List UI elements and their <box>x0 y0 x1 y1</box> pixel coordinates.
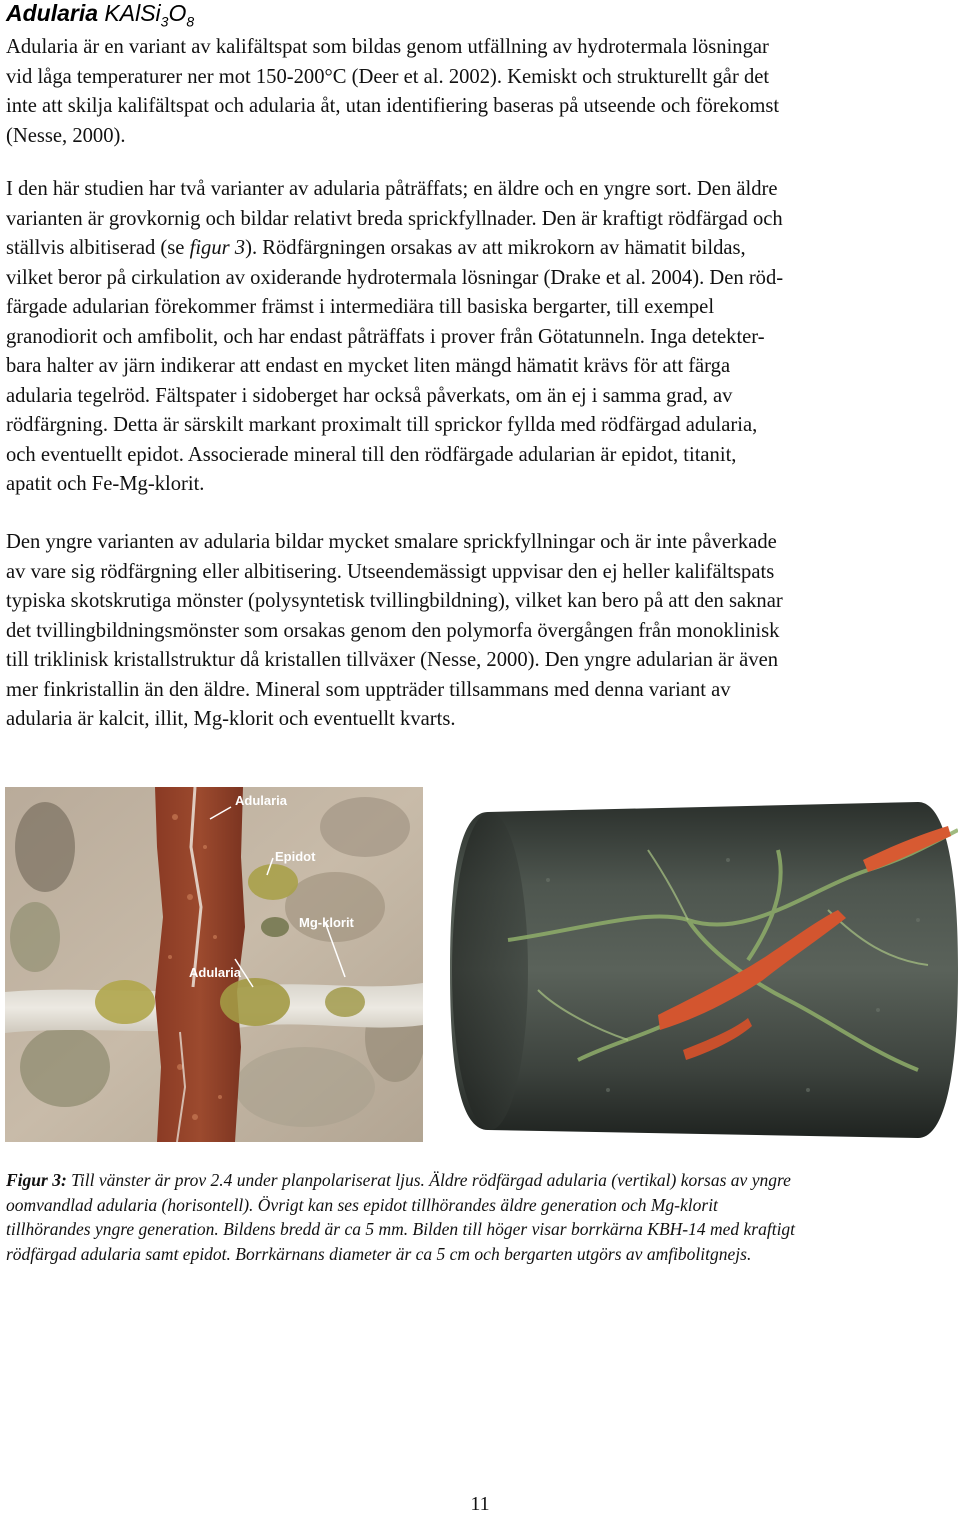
section-heading <box>6 0 195 30</box>
text-line: mer finkristallin än den äldre. Mineral som uppträder tillsammans med denna variant av <box>6 678 731 701</box>
paragraph-younger-variant <box>6 528 958 735</box>
text-line: rödfärgning. Detta är särskilt markant proximalt till sprickor fyllda med rödfärgad adularia, <box>6 414 758 436</box>
figure-caption <box>6 1168 958 1266</box>
text-line: inte att skilja kalifältspat och adularia åt, utan identifiering baseras på utseende och förekomst <box>6 95 780 117</box>
text-line: ställvis albitiserad (se figur 3). Rödfärgningen orsakas av att mikrokorn av hämatit bildas, <box>6 237 746 259</box>
figure-thin-section-photo <box>5 787 423 1142</box>
thin-section-image <box>5 787 423 1142</box>
paragraph-older-variant <box>6 175 958 500</box>
caption-line: tillhörandes yngre generation. Bildens bredd är ca 5 mm. Bilden till höger visar borrkärna KBH-14 med kraftigt <box>6 1219 796 1239</box>
text-line: och eventuellt epidot. Associerade mineral till den rödfärgade adularian är epidot, titanit, <box>6 443 737 466</box>
text-line: typiska skotskrutiga mönster (polysyntetisk tvillingbildning), vilket kan bero på att den saknar <box>6 590 783 612</box>
text-line: vilket beror på cirkulation av oxiderande hydrotermala lösningar (Drake et al. 2004). Den röd- <box>6 266 784 289</box>
text-line: färgade adularian förekommer främst i intermediära till basiska bergarter, till exempel <box>6 296 715 318</box>
page-number: 11 <box>470 1493 490 1515</box>
text-line: varianten är grovkornig och bildar relativt breda sprickfyllnader. Den är kraftigt rödfärgad och <box>6 207 783 230</box>
figure-reference: figur 3 <box>189 237 246 259</box>
paragraph-intro <box>6 33 958 151</box>
text-line: granodiorit och amfibolit, och har endast påträffats i prover från Götatunneln. Inga detekter- <box>6 325 765 348</box>
text-line: adularia tegelröd. Fältspater i sidoberget har också påverkats, om än ej i samma grad, av <box>6 384 733 407</box>
text-line: av vare sig rödfärgning eller albitisering. Utseendemässigt uppvisar den ej heller kalifältspats <box>6 560 775 583</box>
text-line: vid låga temperaturer ner mot 150-200°C (Deer et al. 2002). Kemiskt och strukturellt går det <box>6 65 770 88</box>
label-epidot: Epidot <box>275 849 316 864</box>
text-line: I den här studien har två varianter av adularia påträffats; en äldre och en yngre sort. Den äldre <box>6 178 778 200</box>
text-line: Den yngre varianten av adularia bildar mycket smalare sprickfyllningar och är inte påverkade <box>6 531 777 553</box>
text-line: det tvillingbildningsmönster som orsakas genom den polymorfa övergången från monoklinisk <box>6 619 780 642</box>
label-adularia-bottom: Adularia <box>189 965 242 980</box>
text-line: apatit och Fe-Mg-klorit. <box>6 473 205 495</box>
text-line: adularia är kalcit, illit, Mg-klorit och eventuellt kvarts. <box>6 708 456 730</box>
caption-line: rödfärgad adularia samt epidot. Borrkärnans diameter är ca 5 cm och bergarten utgörs av amfibolitgnejs. <box>6 1243 752 1264</box>
figure-drill-core-photo <box>448 790 958 1145</box>
caption-line: oomvandlad adularia (horisontell). Övrigt kan ses epidot tillhörandes äldre generation och Mg-klorit <box>6 1194 718 1215</box>
heading-mineral-name: Adularia <box>6 0 99 26</box>
text-line: till triklinisk kristallstruktur då kristallen tillväxer (Nesse, 2000). Den yngre adularian är även <box>6 649 779 671</box>
text-line: bara halter av järn indikerar att endast en mycket liten mängd hämatit krävs för att färga <box>6 355 731 377</box>
drill-core-image <box>448 790 958 1145</box>
label-adularia-top: Adularia <box>235 793 288 808</box>
label-mg-klorit: Mg-klorit <box>299 915 354 930</box>
text-line: (Nesse, 2000). <box>6 124 126 147</box>
caption-label: Figur 3: <box>6 1170 67 1190</box>
caption-line: Figur 3: Till vänster är prov 2.4 under planpolariserat ljus. Äldre rödfärgad adularia (vertikal) korsas av yngre <box>6 1170 791 1190</box>
heading-formula: $KAlSi_3O_8$ <box>104 0 195 30</box>
text-line: Adularia är en variant av kalifältspat som bildas genom utfällning av hydrotermala lösningar <box>6 36 769 58</box>
